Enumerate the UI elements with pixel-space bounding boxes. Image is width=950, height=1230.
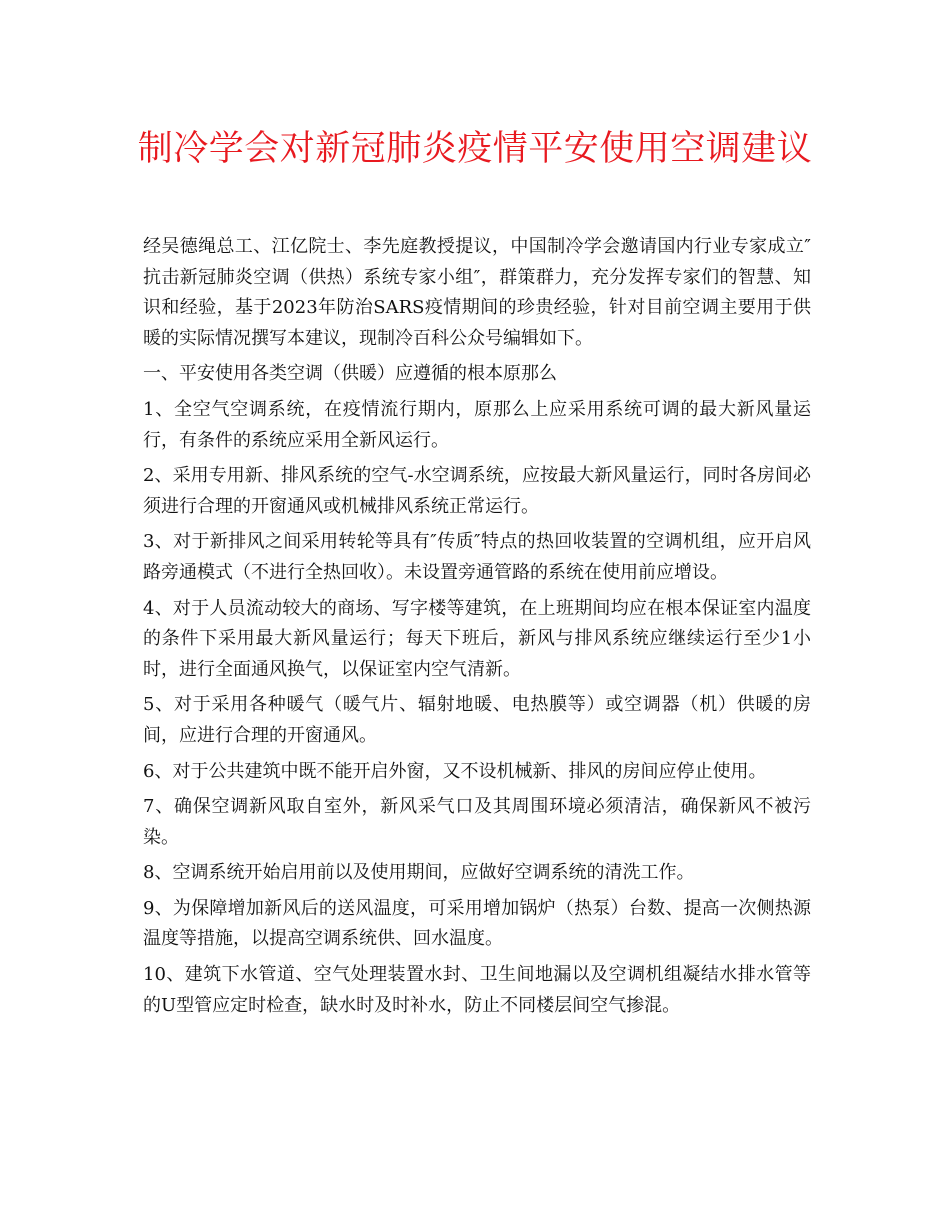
list-item: 8、空调系统开始启用前以及使用期间，应做好空调系统的清洗工作。 xyxy=(143,862,695,884)
list-item: 5、对于采用各种暖气（暖气片、辐射地暖、电热膜等）或空调器（机）供暖的房间，应进行合理的开窗通风。 xyxy=(143,694,811,746)
list-item: 4、对于人员流动较大的商场、写字楼等建筑，在上班期间均应在根本保证室内温度的条件下采用最大新风量运行；每天下班后，新风与排风系统应继续运行至少1小时，进行全面通风换气，以保证室内空气清新。 xyxy=(143,597,811,680)
intro-paragraph: 经吴德绳总工、江亿院士、李先庭教授提议，中国制冷学会邀请国内行业专家成立″抗击新冠肺炎空调（供热）系统专家小组″，群策群力，充分发挥专家们的智慧、知识和经验，基于2023年防治SARS疫情期间的珍贵经验，针对目前空调主要用于供暖的实际情况撰写本建议，现制冷百科公众号编辑如下。 xyxy=(143,236,811,349)
list-item: 3、对于新排风之间采用转轮等具有″传质″特点的热回收装置的空调机组，应开启风路旁通模式（不进行全热回收）。未设置旁通管路的系统在使用前应增设。 xyxy=(143,531,811,583)
document-body xyxy=(143,232,811,1026)
document-title: 制冷学会对新冠肺炎疫情平安使用空调建议 xyxy=(137,129,813,169)
list-item: 2、采用专用新、排风系统的空气-水空调系统，应按最大新风量运行，同时各房间必须进行合理的开窗通风或机械排风系统正常运行。 xyxy=(143,465,811,517)
list-item: 1、全空气空调系统，在疫情流行期内，原那么上应采用系统可调的最大新风量运行，有条件的系统应采用全新风运行。 xyxy=(143,398,811,451)
section-heading: 一、平安使用各类空调（供暖）应遵循的根本原那么 xyxy=(143,363,557,385)
list-item: 9、为保障增加新风后的送风温度，可采用增加锅炉（热泵）台数、提高一次侧热源温度等措施，以提高空调系统供、回水温度。 xyxy=(143,897,811,950)
list-item: 7、确保空调新风取自室外，新风采气口及其周围环境必须清洁，确保新风不被污染。 xyxy=(143,796,811,848)
list-item: 6、对于公共建筑中既不能开启外窗，又不设机械新、排风的房间应停止使用。 xyxy=(143,760,767,782)
list-item: 10、建筑下水管道、空气处理装置水封、卫生间地漏以及空调机组凝结水排水管等的U型管应定时检查，缺水时及时补水，防止不同楼层间空气掺混。 xyxy=(143,964,811,1016)
